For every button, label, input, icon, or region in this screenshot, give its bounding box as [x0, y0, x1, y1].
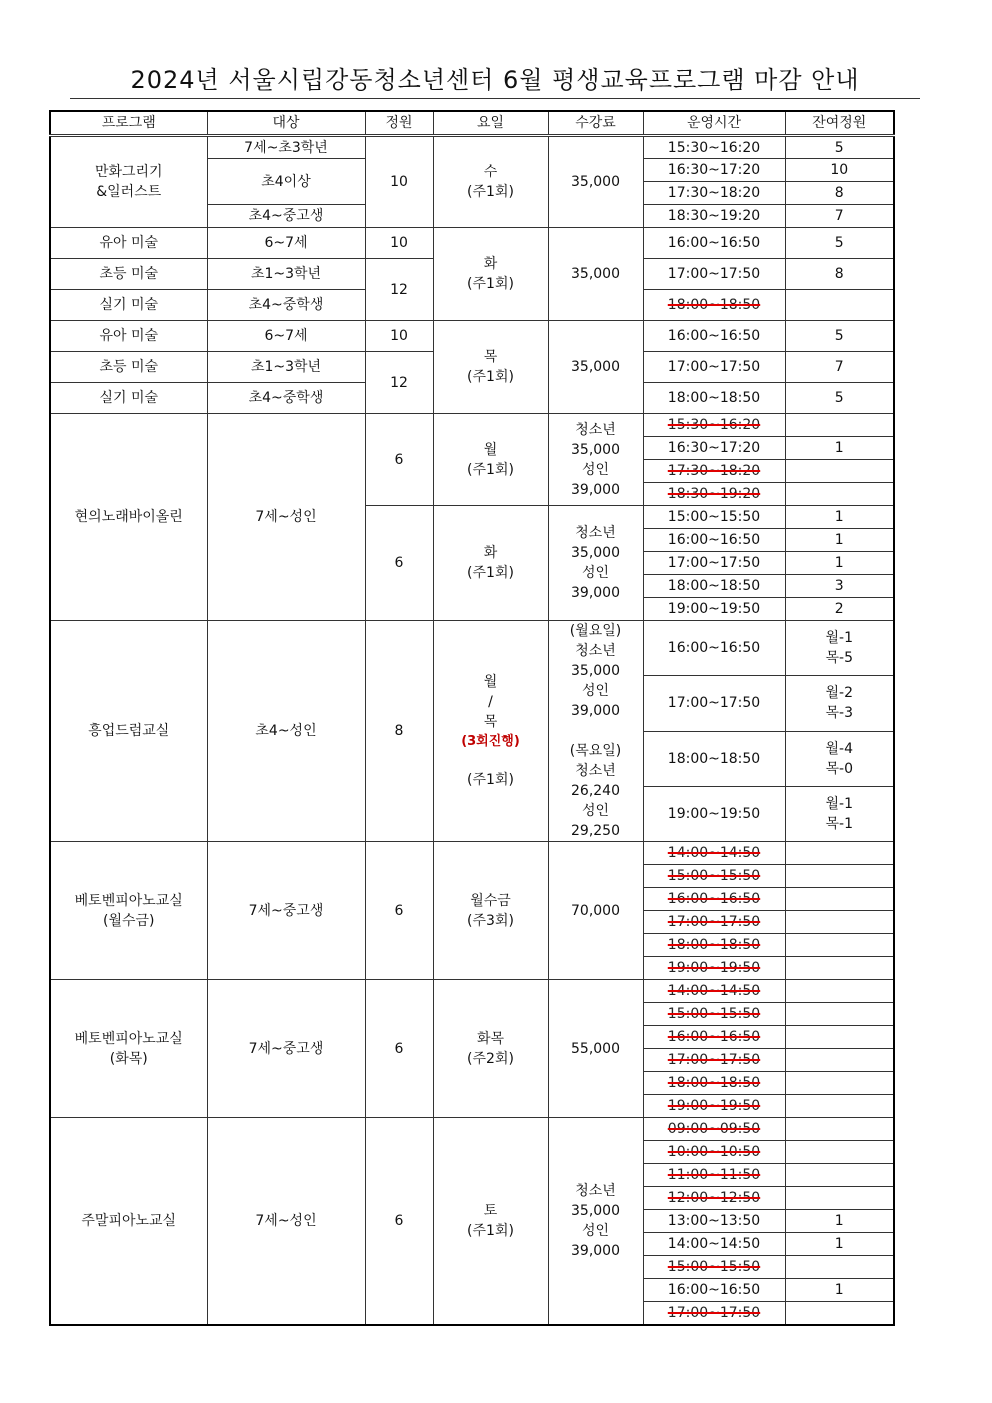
time-slot-closed: 17:00~17:50 — [643, 1302, 785, 1325]
program-name: 베토벤피아노교실 (월수금) — [50, 842, 207, 980]
time-slot: 14:00~14:50 — [643, 1233, 785, 1256]
fee-cell: 청소년 35,000 성인 39,000 — [548, 506, 643, 621]
day-frequency: (주1회) — [467, 772, 514, 788]
program-schedule-table — [49, 110, 895, 1326]
time-slot-closed: 12:00~12:50 — [643, 1187, 785, 1210]
fee-cell: 35,000 — [548, 228, 643, 321]
remaining-cell — [785, 290, 894, 321]
program-name: 주말피아노교실 — [50, 1118, 207, 1325]
remaining-cell — [785, 460, 894, 483]
remaining-cell — [785, 911, 894, 934]
capacity-cell: 12 — [365, 259, 433, 321]
remaining-cell: 3 — [785, 575, 894, 598]
target-cell: 초1~3학년 — [207, 259, 365, 290]
time-slot-closed: 19:00~19:50 — [643, 957, 785, 980]
time-slot: 18:00~18:50 — [643, 575, 785, 598]
time-slot: 19:00~19:50 — [643, 598, 785, 621]
remaining-cell — [785, 934, 894, 957]
time-slot: 16:00~16:50 — [643, 321, 785, 352]
remaining-cell — [785, 1187, 894, 1210]
capacity-cell: 6 — [365, 842, 433, 980]
target-cell: 7세~중고생 — [207, 842, 365, 980]
target-cell: 초4이상 — [207, 159, 365, 205]
header-row — [50, 111, 894, 136]
time-slot: 16:30~17:20 — [643, 159, 785, 182]
time-slot: 16:30~17:20 — [643, 437, 785, 460]
remaining-cell: 1 — [785, 437, 894, 460]
time-slot: 18:00~18:50 — [643, 731, 785, 786]
remaining-cell — [785, 414, 894, 437]
remaining-cell: 7 — [785, 352, 894, 383]
remaining-cell — [785, 1256, 894, 1279]
table-row — [50, 842, 894, 865]
program-name: 유아 미술 — [50, 321, 207, 352]
capacity-cell: 10 — [365, 228, 433, 259]
remaining-cell — [785, 1003, 894, 1026]
table-row — [50, 414, 894, 437]
remaining-cell: 1 — [785, 552, 894, 575]
time-slot-closed: 15:00~15:50 — [643, 1256, 785, 1279]
target-cell: 초4~성인 — [207, 621, 365, 842]
time-slot: 18:00~18:50 — [643, 383, 785, 414]
table-row — [50, 136, 894, 159]
time-slot: 17:00~17:50 — [643, 259, 785, 290]
time-slot: 17:00~17:50 — [643, 552, 785, 575]
session-note: (3회진행) — [461, 734, 520, 749]
remaining-cell — [785, 1164, 894, 1187]
time-slot: 19:00~19:50 — [643, 786, 785, 841]
time-slot: 16:00~16:50 — [643, 228, 785, 259]
page-title: 2024년 서울시립강동청소년센터 6월 평생교육프로그램 마감 안내 — [70, 60, 920, 99]
remaining-cell — [785, 888, 894, 911]
time-slot: 18:30~19:20 — [643, 205, 785, 228]
time-slot-closed: 17:00~17:50 — [643, 1049, 785, 1072]
time-slot-closed: 19:00~19:50 — [643, 1095, 785, 1118]
remaining-cell — [785, 842, 894, 865]
capacity-cell: 6 — [365, 1118, 433, 1325]
remaining-cell — [785, 1026, 894, 1049]
capacity-cell: 8 — [365, 621, 433, 842]
remaining-cell: 5 — [785, 321, 894, 352]
time-slot-closed: 18:30~19:20 — [643, 483, 785, 506]
remaining-cell: 5 — [785, 228, 894, 259]
capacity-cell: 6 — [365, 980, 433, 1118]
col-header-remaining: 잔여정원 — [785, 111, 894, 136]
fee-cell: (월요일) 청소년 35,000 성인 39,000 (목요일) 청소년 26,240 성인 29,250 — [548, 621, 643, 842]
table-row — [50, 980, 894, 1003]
fee-cell: 35,000 — [548, 321, 643, 414]
target-cell: 6~7세 — [207, 321, 365, 352]
remaining-cell — [785, 1118, 894, 1141]
remaining-cell: 월-4 목-0 — [785, 731, 894, 786]
target-cell: 초4~중고생 — [207, 205, 365, 228]
remaining-cell — [785, 1072, 894, 1095]
target-cell: 7세~성인 — [207, 414, 365, 621]
capacity-cell: 10 — [365, 321, 433, 352]
capacity-cell: 12 — [365, 352, 433, 414]
table-row — [50, 621, 894, 676]
remaining-cell: 2 — [785, 598, 894, 621]
capacity-cell: 6 — [365, 414, 433, 506]
time-slot-closed: 14:00~14:50 — [643, 980, 785, 1003]
fee-cell: 청소년 35,000 성인 39,000 — [548, 414, 643, 506]
day-cell: 수 (주1회) — [433, 136, 548, 228]
col-header-day: 요일 — [433, 111, 548, 136]
col-header-fee: 수강료 — [548, 111, 643, 136]
remaining-cell: 월-2 목-3 — [785, 676, 894, 731]
time-slot-closed: 17:00~17:50 — [643, 911, 785, 934]
remaining-cell: 8 — [785, 182, 894, 205]
remaining-cell: 1 — [785, 506, 894, 529]
col-header-target: 대상 — [207, 111, 365, 136]
time-slot: 16:00~16:50 — [643, 529, 785, 552]
time-slot-closed: 10:00~10:50 — [643, 1141, 785, 1164]
remaining-cell — [785, 1141, 894, 1164]
program-name: 실기 미술 — [50, 290, 207, 321]
target-cell: 7세~초3학년 — [207, 136, 365, 159]
time-slot-closed: 09:00~09:50 — [643, 1118, 785, 1141]
table-row — [50, 228, 894, 259]
capacity-cell: 6 — [365, 506, 433, 621]
remaining-cell — [785, 1302, 894, 1325]
program-name: 현의노래바이올린 — [50, 414, 207, 621]
fee-cell: 청소년 35,000 성인 39,000 — [548, 1118, 643, 1325]
time-slot: 15:00~15:50 — [643, 506, 785, 529]
remaining-cell — [785, 1095, 894, 1118]
time-slot-closed: 11:00~11:50 — [643, 1164, 785, 1187]
program-name: 실기 미술 — [50, 383, 207, 414]
target-cell: 초4~중학생 — [207, 383, 365, 414]
time-slot: 16:00~16:50 — [643, 621, 785, 676]
target-cell: 7세~중고생 — [207, 980, 365, 1118]
remaining-cell: 월-1 목-1 — [785, 786, 894, 841]
table-row — [50, 321, 894, 352]
program-name: 초등 미술 — [50, 259, 207, 290]
remaining-cell: 1 — [785, 529, 894, 552]
time-slot: 15:30~16:20 — [643, 136, 785, 159]
remaining-cell — [785, 865, 894, 888]
time-slot: 17:00~17:50 — [643, 352, 785, 383]
time-slot-closed: 15:00~15:50 — [643, 1003, 785, 1026]
time-slot-closed: 17:30~18:20 — [643, 460, 785, 483]
target-cell: 초4~중학생 — [207, 290, 365, 321]
day-cell: 토 (주1회) — [433, 1118, 548, 1325]
table-row — [50, 1118, 894, 1141]
time-slot-closed: 15:30~16:20 — [643, 414, 785, 437]
program-name: 흥업드럼교실 — [50, 621, 207, 842]
remaining-cell: 1 — [785, 1233, 894, 1256]
col-header-program: 프로그램 — [50, 111, 207, 136]
time-slot-closed: 16:00~16:50 — [643, 1026, 785, 1049]
remaining-cell: 월-1 목-5 — [785, 621, 894, 676]
remaining-cell: 1 — [785, 1210, 894, 1233]
day-text: 월 / 목 — [483, 674, 498, 730]
program-name: 초등 미술 — [50, 352, 207, 383]
fee-cell: 55,000 — [548, 980, 643, 1118]
program-name: 유아 미술 — [50, 228, 207, 259]
col-header-time: 운영시간 — [643, 111, 785, 136]
time-slot: 16:00~16:50 — [643, 1279, 785, 1302]
capacity-cell: 10 — [365, 136, 433, 228]
remaining-cell: 7 — [785, 205, 894, 228]
remaining-cell — [785, 980, 894, 1003]
target-cell: 6~7세 — [207, 228, 365, 259]
remaining-cell — [785, 957, 894, 980]
program-name: 베토벤피아노교실 (화목) — [50, 980, 207, 1118]
time-slot-closed: 18:00~18:50 — [643, 290, 785, 321]
time-slot: 17:00~17:50 — [643, 676, 785, 731]
day-cell: 화 (주1회) — [433, 506, 548, 621]
target-cell: 초1~3학년 — [207, 352, 365, 383]
col-header-capacity: 정원 — [365, 111, 433, 136]
target-cell: 7세~성인 — [207, 1118, 365, 1325]
time-slot: 17:30~18:20 — [643, 182, 785, 205]
time-slot-closed: 16:00~16:50 — [643, 888, 785, 911]
remaining-cell: 5 — [785, 383, 894, 414]
day-cell: 월수금 (주3회) — [433, 842, 548, 980]
remaining-cell — [785, 1049, 894, 1072]
time-slot-closed: 14:00~14:50 — [643, 842, 785, 865]
time-slot-closed: 18:00~18:50 — [643, 934, 785, 957]
remaining-cell: 5 — [785, 136, 894, 159]
remaining-cell: 1 — [785, 1279, 894, 1302]
day-cell: 화 (주1회) — [433, 228, 548, 321]
remaining-cell — [785, 483, 894, 506]
program-name: 만화그리기 &일러스트 — [50, 136, 207, 228]
fee-cell: 70,000 — [548, 842, 643, 980]
remaining-cell: 10 — [785, 159, 894, 182]
time-slot-closed: 18:00~18:50 — [643, 1072, 785, 1095]
time-slot: 13:00~13:50 — [643, 1210, 785, 1233]
day-cell: 월 (주1회) — [433, 414, 548, 506]
remaining-cell: 8 — [785, 259, 894, 290]
time-slot-closed: 15:00~15:50 — [643, 865, 785, 888]
fee-cell: 35,000 — [548, 136, 643, 228]
day-cell: 목 (주1회) — [433, 321, 548, 414]
day-cell: 화목 (주2회) — [433, 980, 548, 1118]
day-cell — [433, 621, 548, 842]
